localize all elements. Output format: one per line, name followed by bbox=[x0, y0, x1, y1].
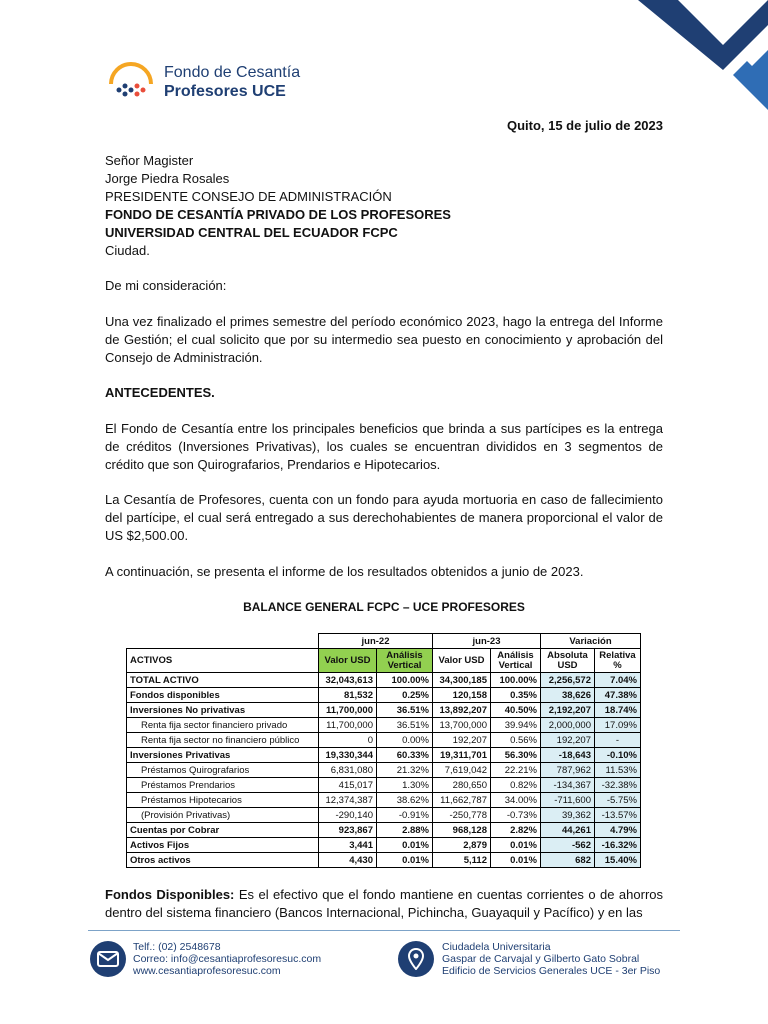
table-title: BALANCE GENERAL FCPC – UCE PROFESORES bbox=[243, 600, 525, 614]
relativa-cell: 47.38% bbox=[595, 688, 641, 703]
balance-table bbox=[126, 633, 641, 868]
valor-2023-cell: 7,619,042 bbox=[433, 763, 491, 778]
table-row bbox=[127, 733, 641, 748]
table-row bbox=[127, 853, 641, 868]
valor-2022-cell: 81,532 bbox=[319, 688, 377, 703]
recipient-title: Señor Magister bbox=[105, 153, 194, 168]
analisis-2022-cell: 38.62% bbox=[377, 793, 433, 808]
row-label: Renta fija sector financiero privado bbox=[127, 718, 319, 733]
analisis-2023-cell: 100.00% bbox=[491, 673, 541, 688]
footer-divider bbox=[88, 930, 680, 931]
footer-address-line1: Ciudadela Universitaria bbox=[442, 941, 551, 953]
analisis-2022-cell: 2.88% bbox=[377, 823, 433, 838]
fondos-label: Fondos Disponibles: bbox=[105, 887, 235, 902]
corner-decoration bbox=[628, 0, 768, 110]
table-row bbox=[127, 748, 641, 763]
absoluta-header: Absoluta USD bbox=[541, 649, 595, 673]
org-name-line1: Fondo de Cesantía bbox=[164, 64, 301, 81]
analisis-2023-cell: 0.35% bbox=[491, 688, 541, 703]
row-label: Inversiones No privativas bbox=[127, 703, 319, 718]
valor-2023-cell: 2,879 bbox=[433, 838, 491, 853]
valor-2023-cell: 192,207 bbox=[433, 733, 491, 748]
valor-2022-cell: -290,140 bbox=[319, 808, 377, 823]
relativa-cell: 7.04% bbox=[595, 673, 641, 688]
analisis-header-1: Análisis Vertical bbox=[377, 649, 433, 673]
analisis-2022-cell: 0.01% bbox=[377, 838, 433, 853]
footer-website[interactable]: www.cesantiaprofesoresuc.com bbox=[133, 965, 281, 977]
footer-address-line3: Edificio de Servicios Generales UCE - 3er Piso bbox=[442, 965, 661, 977]
analisis-2022-cell: 100.00% bbox=[377, 673, 433, 688]
valor-2022-cell: 11,700,000 bbox=[319, 718, 377, 733]
relativa-cell: 17.09% bbox=[595, 718, 641, 733]
mail-icon bbox=[90, 941, 126, 977]
table-row bbox=[127, 718, 641, 733]
absoluta-cell: -18,643 bbox=[541, 748, 595, 763]
relativa-cell: -32.38% bbox=[595, 778, 641, 793]
row-label: Préstamos Hipotecarios bbox=[127, 793, 319, 808]
paragraph-fondos-disponibles bbox=[105, 886, 663, 922]
table-row bbox=[127, 793, 641, 808]
valor-2022-cell: 12,374,387 bbox=[319, 793, 377, 808]
table-row bbox=[127, 763, 641, 778]
relativa-cell: - bbox=[595, 733, 641, 748]
valor-2022-cell: 19,330,344 bbox=[319, 748, 377, 763]
analisis-2023-cell: -0.73% bbox=[491, 808, 541, 823]
footer-address-line2: Gaspar de Carvajal y Gilberto Gato Sobral bbox=[442, 953, 640, 965]
analisis-2023-cell: 0.82% bbox=[491, 778, 541, 793]
analisis-2023-cell: 22.21% bbox=[491, 763, 541, 778]
absoluta-cell: 2,256,572 bbox=[541, 673, 595, 688]
period1-header: jun-22 bbox=[319, 634, 433, 649]
absoluta-cell: 682 bbox=[541, 853, 595, 868]
analisis-2023-cell: 34.00% bbox=[491, 793, 541, 808]
absoluta-cell: 787,962 bbox=[541, 763, 595, 778]
absoluta-cell: 39,362 bbox=[541, 808, 595, 823]
greeting: De mi consideración: bbox=[105, 278, 227, 293]
footer-phone: Telf.: (02) 2548678 bbox=[133, 941, 221, 953]
valor-2022-cell: 3,441 bbox=[319, 838, 377, 853]
period2-header: jun-23 bbox=[433, 634, 541, 649]
valor-2023-cell: 968,128 bbox=[433, 823, 491, 838]
analisis-2023-cell: 0.01% bbox=[491, 853, 541, 868]
row-label: Inversiones Privativas bbox=[127, 748, 319, 763]
row-label: Cuentas por Cobrar bbox=[127, 823, 319, 838]
analisis-2022-cell: 21.32% bbox=[377, 763, 433, 778]
valor-2022-cell: 923,867 bbox=[319, 823, 377, 838]
letter-date: Quito, 15 de julio de 2023 bbox=[506, 118, 663, 133]
fondos-text: Es el efectivo que el fondo mantiene en cuentas corrientes o de ahorros dentro del sistema financiero (Bancos Internacional, Pichincha, Guayaquil y Pacífico) y en las bbox=[105, 887, 664, 920]
valor-header-1: Valor USD bbox=[319, 649, 377, 673]
valor-2023-cell: 280,650 bbox=[433, 778, 491, 793]
valor-2022-cell: 32,043,613 bbox=[319, 673, 377, 688]
org-logo bbox=[106, 62, 300, 102]
relativa-header: Relativa % bbox=[595, 649, 641, 673]
valor-2023-cell: 19,311,701 bbox=[433, 748, 491, 763]
absoluta-cell: 38,626 bbox=[541, 688, 595, 703]
valor-2023-cell: 5,112 bbox=[433, 853, 491, 868]
relativa-cell: -0.10% bbox=[595, 748, 641, 763]
absoluta-cell: -711,600 bbox=[541, 793, 595, 808]
valor-header-2: Valor USD bbox=[433, 649, 491, 673]
recipient-position: PRESIDENTE CONSEJO DE ADMINISTRACIÓN bbox=[105, 189, 392, 204]
paragraph-ayuda-mortuoria: La Cesantía de Profesores, cuenta con un fondo para ayuda mortuoria en caso de fallecimiento del partícipe, el cual será entregado a sus derechohabientes de manera proporcional el valor de US $2,500.00. bbox=[105, 492, 663, 543]
valor-2022-cell: 11,700,000 bbox=[319, 703, 377, 718]
valor-2023-cell: 13,892,207 bbox=[433, 703, 491, 718]
analisis-2023-cell: 56.30% bbox=[491, 748, 541, 763]
logo-mark-icon bbox=[106, 62, 156, 102]
table-row bbox=[127, 823, 641, 838]
absoluta-cell: 44,261 bbox=[541, 823, 595, 838]
row-label: Activos Fijos bbox=[127, 838, 319, 853]
row-label: Fondos disponibles bbox=[127, 688, 319, 703]
row-label: Préstamos Prendarios bbox=[127, 778, 319, 793]
analisis-2023-cell: 2.82% bbox=[491, 823, 541, 838]
variation-header: Variación bbox=[541, 634, 641, 649]
row-label: (Provisión Privativas) bbox=[127, 808, 319, 823]
recipient-university: UNIVERSIDAD CENTRAL DEL ECUADOR FCPC bbox=[105, 225, 398, 240]
analisis-2022-cell: 0.25% bbox=[377, 688, 433, 703]
analisis-2022-cell: 0.01% bbox=[377, 853, 433, 868]
recipient-city: Ciudad. bbox=[105, 243, 150, 258]
valor-2022-cell: 6,831,080 bbox=[319, 763, 377, 778]
row-label: TOTAL ACTIVO bbox=[127, 673, 319, 688]
analisis-2023-cell: 0.01% bbox=[491, 838, 541, 853]
footer-address bbox=[442, 941, 660, 977]
analisis-2022-cell: 60.33% bbox=[377, 748, 433, 763]
valor-2023-cell: 11,662,787 bbox=[433, 793, 491, 808]
valor-2023-cell: -250,778 bbox=[433, 808, 491, 823]
analisis-2023-cell: 40.50% bbox=[491, 703, 541, 718]
relativa-cell: -16.32% bbox=[595, 838, 641, 853]
valor-2022-cell: 0 bbox=[319, 733, 377, 748]
table-row bbox=[127, 838, 641, 853]
table-row bbox=[127, 778, 641, 793]
location-pin-icon bbox=[398, 941, 434, 977]
footer-contact bbox=[133, 941, 321, 977]
table-row bbox=[127, 808, 641, 823]
analisis-2022-cell: 1.30% bbox=[377, 778, 433, 793]
valor-2023-cell: 34,300,185 bbox=[433, 673, 491, 688]
analisis-2022-cell: 0.00% bbox=[377, 733, 433, 748]
relativa-cell: 11.53% bbox=[595, 763, 641, 778]
relativa-cell: -5.75% bbox=[595, 793, 641, 808]
row-label: Renta fija sector no financiero público bbox=[127, 733, 319, 748]
balance-table-body bbox=[127, 673, 641, 868]
paragraph-informe: A continuación, se presenta el informe de los resultados obtenidos a junio de 2023. bbox=[105, 564, 584, 579]
table-row bbox=[127, 703, 641, 718]
valor-2022-cell: 4,430 bbox=[319, 853, 377, 868]
table-row bbox=[127, 688, 641, 703]
analisis-header-2: Análisis Vertical bbox=[491, 649, 541, 673]
analisis-2022-cell: 36.51% bbox=[377, 718, 433, 733]
valor-2023-cell: 120,158 bbox=[433, 688, 491, 703]
absoluta-cell: 2,000,000 bbox=[541, 718, 595, 733]
recipient-org: FONDO DE CESANTÍA PRIVADO DE LOS PROFESORES bbox=[105, 207, 451, 222]
absoluta-cell: 192,207 bbox=[541, 733, 595, 748]
table-row bbox=[127, 673, 641, 688]
row-label: Otros activos bbox=[127, 853, 319, 868]
section-title: ANTECEDENTES. bbox=[105, 385, 215, 400]
relativa-cell: -13.57% bbox=[595, 808, 641, 823]
valor-2023-cell: 13,700,000 bbox=[433, 718, 491, 733]
paragraph-antecedentes: El Fondo de Cesantía entre los principales beneficios que brinda a sus partícipes es la entrega de créditos (Inversiones Privativas), los cuales se encuentran divididos en 3 segmentos de crédito que son Quirografarios, Prendarios e Hipotecarios. bbox=[105, 421, 663, 472]
valor-2022-cell: 415,017 bbox=[319, 778, 377, 793]
relativa-cell: 4.79% bbox=[595, 823, 641, 838]
org-name-line2: Profesores UCE bbox=[164, 83, 286, 100]
row-label: Préstamos Quirografarios bbox=[127, 763, 319, 778]
relativa-cell: 15.40% bbox=[595, 853, 641, 868]
footer-email[interactable]: Correo: info@cesantiaprofesoresuc.com bbox=[133, 953, 322, 965]
paragraph-intro: Una vez finalizado el primes semestre del período económico 2023, hago la entrega del Informe de Gestión; el cual solicito que por su intermedio sea puesto en conocimiento y aprobación del Consejo de Administración. bbox=[105, 314, 663, 365]
absoluta-cell: 2,192,207 bbox=[541, 703, 595, 718]
activos-header: ACTIVOS bbox=[127, 649, 319, 673]
analisis-2022-cell: -0.91% bbox=[377, 808, 433, 823]
recipient-block bbox=[105, 152, 663, 260]
analisis-2022-cell: 36.51% bbox=[377, 703, 433, 718]
recipient-name: Jorge Piedra Rosales bbox=[105, 171, 230, 186]
absoluta-cell: -134,367 bbox=[541, 778, 595, 793]
relativa-cell: 18.74% bbox=[595, 703, 641, 718]
absoluta-cell: -562 bbox=[541, 838, 595, 853]
analisis-2023-cell: 0.56% bbox=[491, 733, 541, 748]
analisis-2023-cell: 39.94% bbox=[491, 718, 541, 733]
